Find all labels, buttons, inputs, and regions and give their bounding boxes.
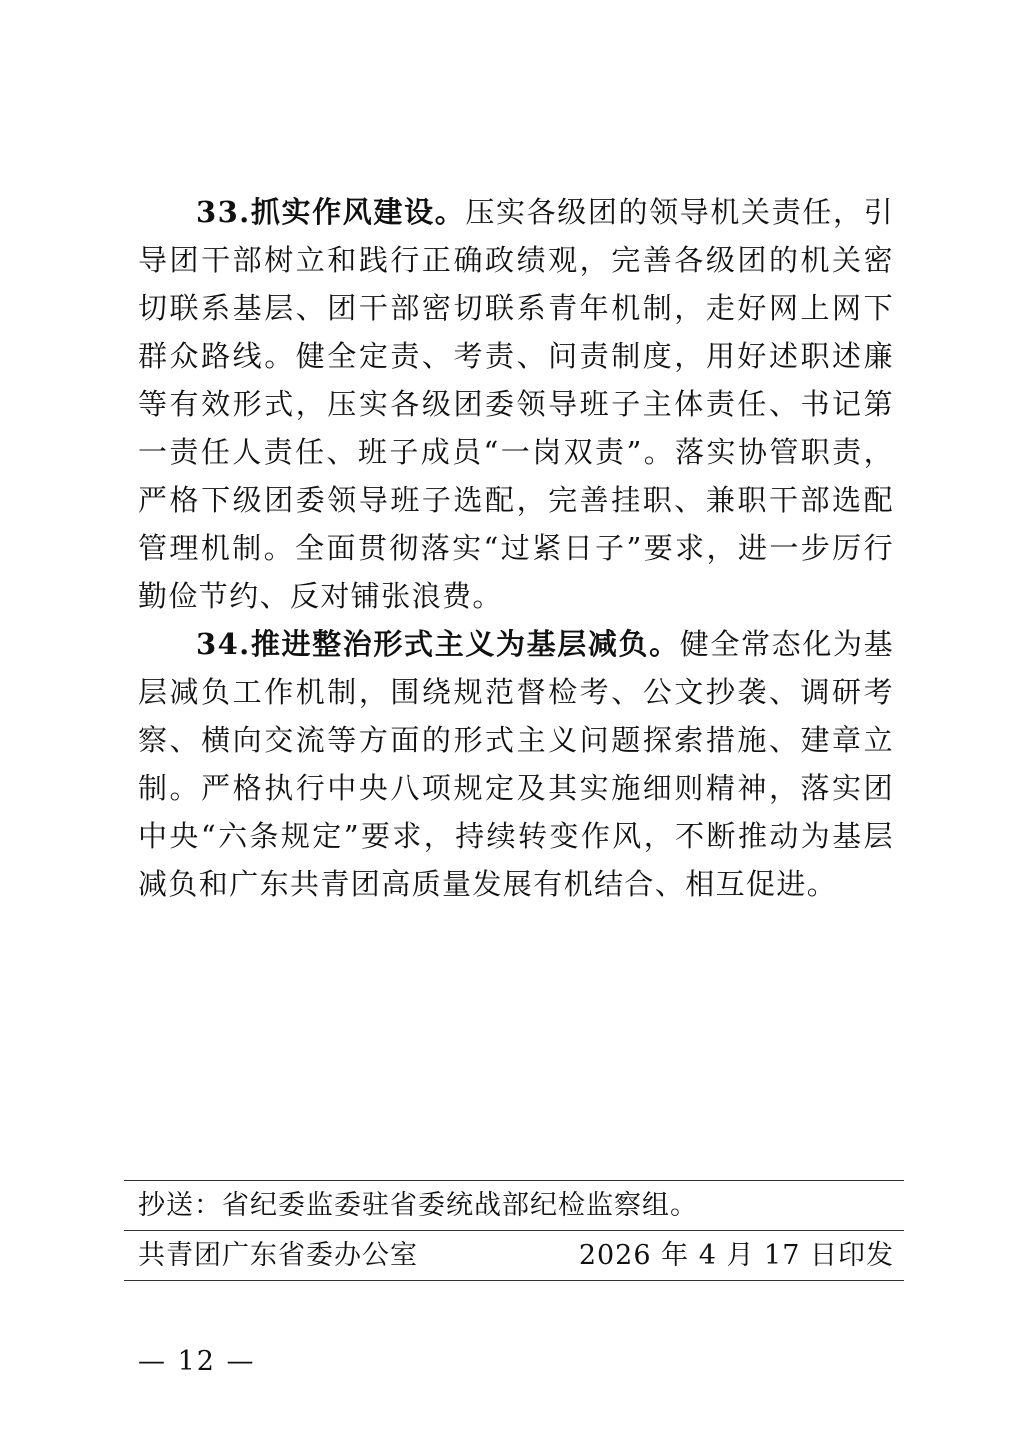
cc-line: 抄送：省纪委监委驻省委统战部纪检监察组。	[138, 1190, 698, 1221]
footer-bottom-rule	[124, 1280, 904, 1281]
paragraph-34-text: 健全常态化为基层减负工作机制，围绕规范督检考、公文抄袭、调研考察、横向交流等方面的形式主义问题探索措施、建章立制。严格执行中央八项规定及其实施细则精神，落实团中央“六条规定”要求，持续转变作风，不断推动为基层减负和广东共青团高质量发展有机结合、相互促进。	[138, 627, 894, 901]
paragraph-33	[138, 188, 894, 620]
paragraph-34	[138, 620, 894, 908]
document-body	[138, 188, 894, 908]
issue-date: 2026 年 4 月 17 日印发	[578, 1240, 894, 1271]
document-footer	[124, 1180, 904, 1281]
paragraph-33-heading: 33.抓实作风建设。	[196, 195, 466, 229]
paragraph-34-heading: 34.推进整治形式主义为基层减负。	[196, 627, 680, 661]
page-number: — 12 —	[138, 1346, 256, 1377]
paragraph-33-text: 压实各级团的领导机关责任，引导团干部树立和践行正确政绩观，完善各级团的机关密切联系基层、团干部密切联系青年机制，走好网上网下群众路线。健全定责、考责、问责制度，用好述职述廉等有效形式，压实各级团委领导班子主体责任、书记第一责任人责任、班子成员“一岗双责”。落实协管职责，严格下级团委领导班子选配，完善挂职、兼职干部选配管理机制。全面贯彻落实“过紧日子”要求，进一步厉行勤俭节约、反对铺张浪费。	[138, 195, 895, 613]
issue-line	[124, 1231, 904, 1280]
issuer-name: 共青团广东省委办公室	[138, 1240, 418, 1271]
